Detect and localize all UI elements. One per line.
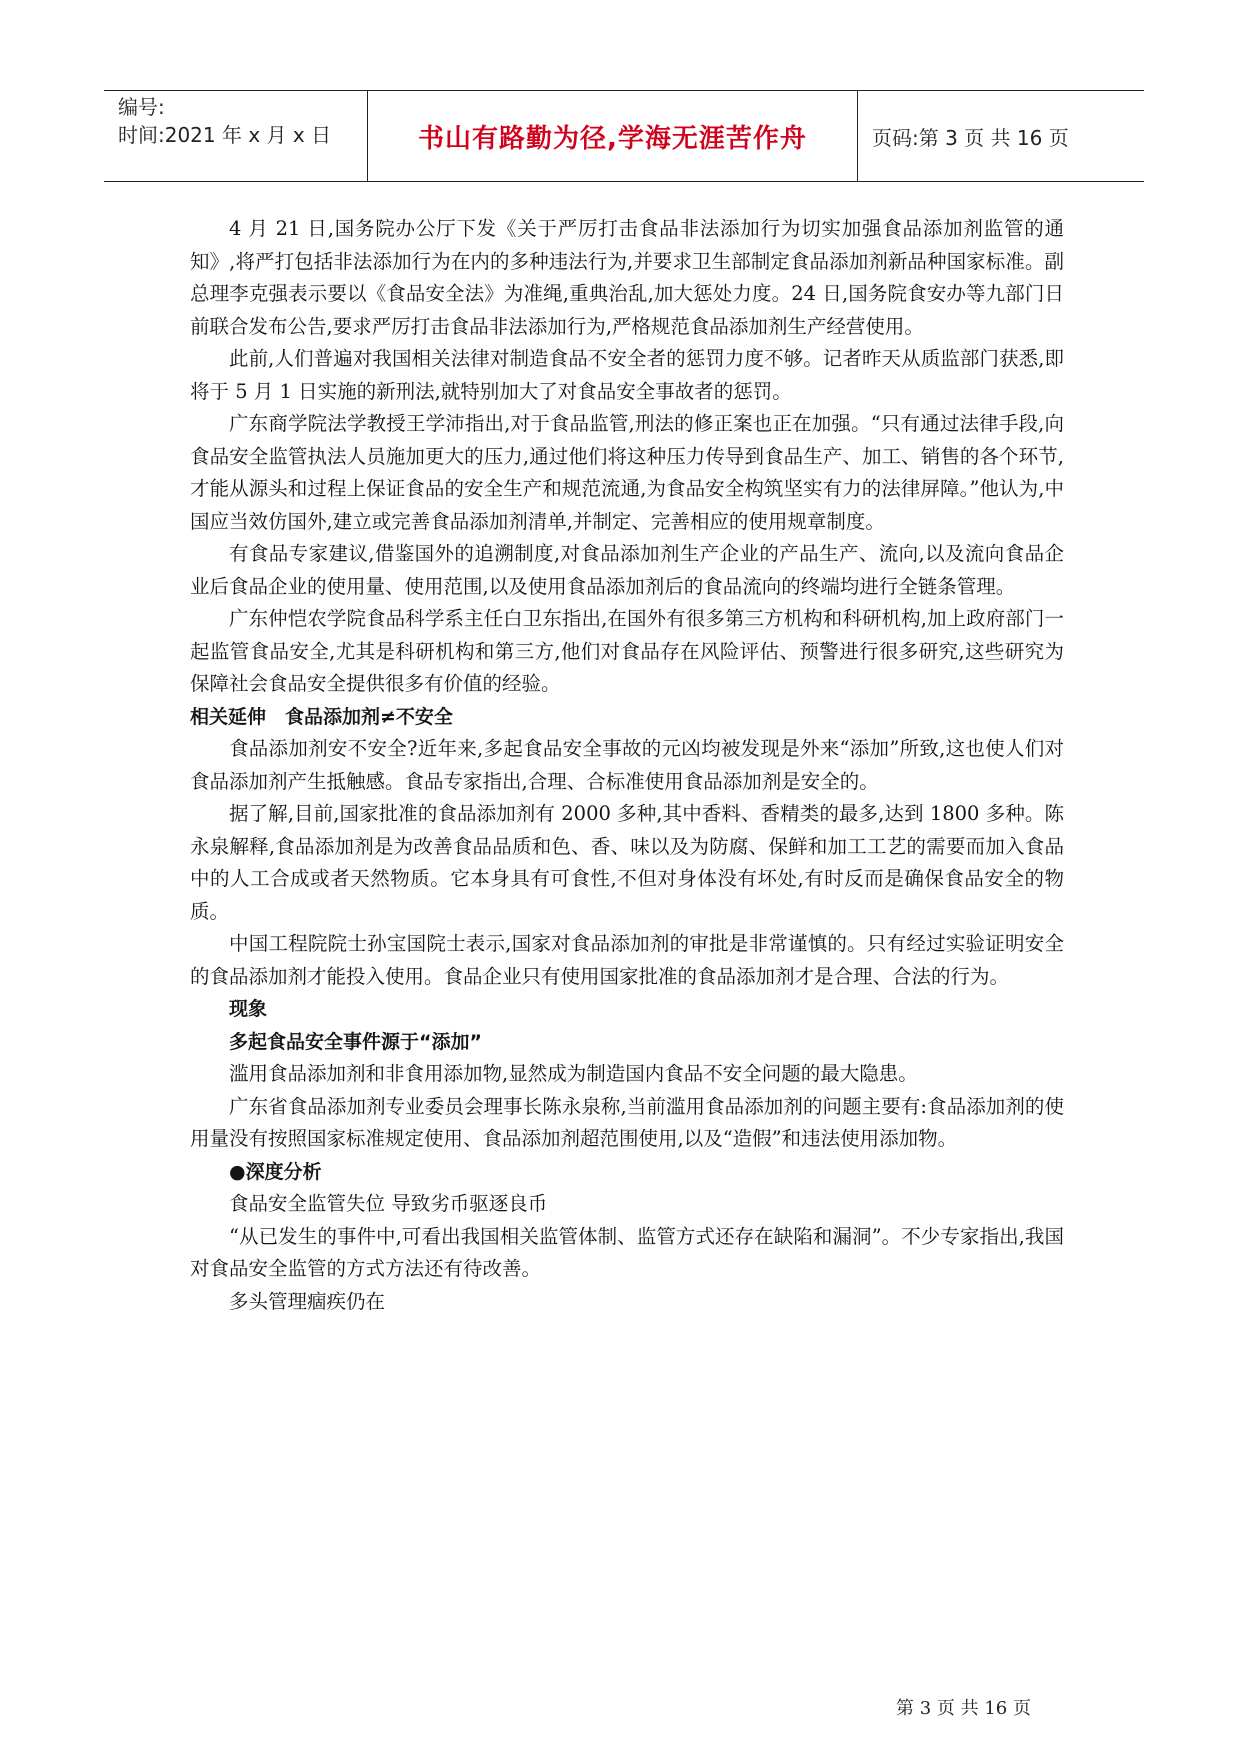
header-page-number: 页码:第 3 页 共 16 页 [872,125,1069,150]
body-paragraph: 中国工程院院士孙宝国院士表示,国家对食品添加剂的审批是非常谨慎的。只有经过实验证明安全的食品添加剂才能投入使用。食品企业只有使用国家批准的食品添加剂才是合理、合法的行为。 [190,932,1064,988]
body-paragraph: 多头管理痼疾仍在 [229,1289,386,1313]
page-footer: 第 3 页 共 16 页 [896,1698,1031,1719]
document-number-label: 编号: [118,95,165,119]
body-paragraph: 广东省食品添加剂专业委员会理事长陈永泉称,当前滥用食品添加剂的问题主要有:食品添加剂的使用量没有按照国家标准规定使用、食品添加剂超范围使用,以及“造假”和违法使用添加物。 [190,1094,1064,1150]
header-meta [104,91,368,181]
body-paragraph: 食品安全监管失位 导致劣币驱逐良币 [229,1192,548,1215]
section-heading: 相关延伸 食品添加剂≠不安全 [190,705,453,728]
document-header [104,90,1144,182]
body-paragraph: 广东仲恺农学院食品科学系主任白卫东指出,在国外有很多第三方机构和科研机构,加上政府部门一起监管食品安全,尤其是科研机构和第三方,他们对食品存在风险评估、预警进行很多研究,这些研究为保障社会食品安全提供很多有价值的经验。 [190,607,1064,695]
body-paragraph: 食品添加剂安不安全?近年来,多起食品安全事故的元凶均被发现是外来“添加”所致,这也使人们对食品添加剂产生抵触感。食品专家指出,合理、合标准使用食品添加剂是安全的。 [190,737,1064,793]
body-paragraph: 4 月 21 日,国务院办公厅下发《关于严厉打击食品非法添加行为切实加强食品添加剂监管的通知》,将严打包括非法添加行为在内的多种违法行为,并要求卫生部制定食品添加剂新品种国家标准。副总理李克强表示要以《食品安全法》为准绳,重典治乱,加大惩处力度。24 日,国务院食安办等九部门日前联合发布公告,要求严厉打击食品非法添加行为,严格规范食品添加剂生产经营使用。 [190,217,1064,338]
subsection-heading: ●深度分析 [229,1160,322,1183]
body-paragraph: 滥用食品添加剂和非食用添加物,显然成为制造国内食品不安全问题的最大隐患。 [229,1062,918,1085]
body-paragraph: 广东商学院法学教授王学沛指出,对于食品监管,刑法的修正案也正在加强。“只有通过法律手段,向食品安全监管执法人员施加更大的压力,通过他们将这种压力传导到食品生产、加工、销售的各个环节,才能从源头和过程上保证食品的安全生产和规范流通,为食品安全构筑坚实有力的法律屏障。”他认为,中国应当效仿国外,建立或完善食品添加剂清单,并制定、完善相应的使用规章制度。 [190,412,1064,533]
document-time-label: 时间:2021 年 x 月 x 日 [118,123,332,147]
subsection-heading: 多起食品安全事件源于“添加” [229,1030,482,1053]
body-paragraph: 据了解,目前,国家批准的食品添加剂有 2000 多种,其中香料、香精类的最多,达到 1800 多种。陈永泉解释,食品添加剂是为改善食品品质和色、香、味以及为防腐、保鲜和加工工艺的需要而加入食品中的人工合成或者天然物质。它本身具有可食性,不但对身体没有坏处,有时反而是确保食品安全的物质。 [190,802,1064,923]
header-motto: 书山有路勤为径,学海无涯苦作舟 [368,91,858,181]
body-paragraph: “从已发生的事件中,可看出我国相关监管体制、监管方式还存在缺陷和漏洞”。不少专家指出,我国对食品安全监管的方式方法还有待改善。 [190,1224,1064,1280]
body-paragraph: 有食品专家建议,借鉴国外的追溯制度,对食品添加剂生产企业的产品生产、流向,以及流向食品企业后食品企业的使用量、使用范围,以及使用食品添加剂后的食品流向的终端均进行全链条管理。 [190,542,1064,598]
subsection-heading: 现象 [229,998,268,1020]
document-body [190,213,1064,1318]
body-paragraph: 此前,人们普遍对我国相关法律对制造食品不安全者的惩罚力度不够。记者昨天从质监部门获悉,即将于 5 月 1 日实施的新刑法,就特别加大了对食品安全事故者的惩罚。 [190,347,1064,403]
